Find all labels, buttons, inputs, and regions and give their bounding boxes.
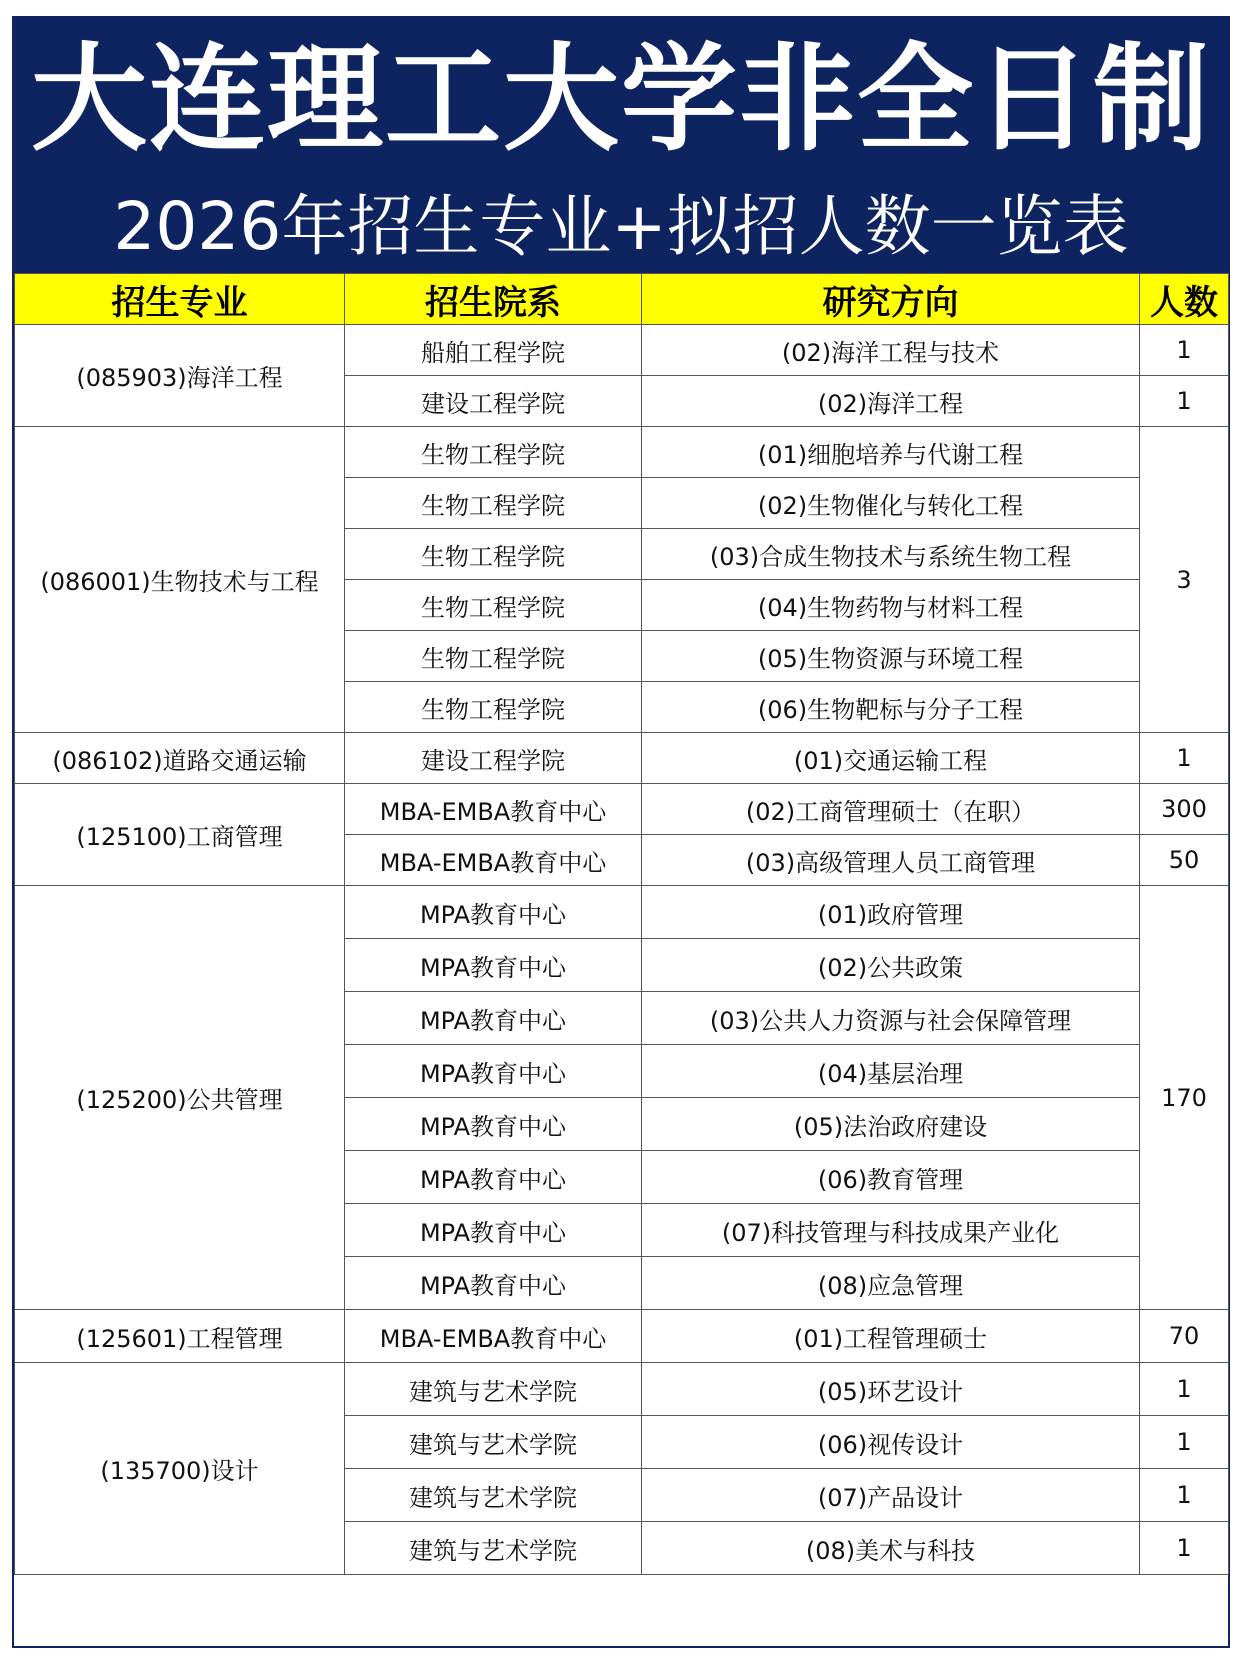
cell-count: 1	[1140, 376, 1229, 427]
cell-department: 建设工程学院	[345, 376, 642, 427]
cell-direction: (07)产品设计	[642, 1469, 1140, 1522]
cell-department: MPA教育中心	[345, 1204, 642, 1257]
table-row	[15, 1363, 1229, 1416]
cell-department: 建筑与艺术学院	[345, 1363, 642, 1416]
cell-department: 建设工程学院	[345, 733, 642, 784]
table-row	[15, 427, 1229, 478]
table-row	[15, 325, 1229, 376]
cell-direction: (06)视传设计	[642, 1416, 1140, 1469]
cell-direction: (02)公共政策	[642, 939, 1140, 992]
table-header-row	[15, 274, 1229, 325]
cell-count: 50	[1140, 835, 1229, 886]
cell-department: MPA教育中心	[345, 939, 642, 992]
cell-major: (086102)道路交通运输	[15, 733, 345, 784]
cell-department: 建筑与艺术学院	[345, 1416, 642, 1469]
cell-direction: (08)应急管理	[642, 1257, 1140, 1310]
table-row	[15, 886, 1229, 939]
table-row	[15, 733, 1229, 784]
cell-department: MPA教育中心	[345, 1098, 642, 1151]
cell-direction: (04)基层治理	[642, 1045, 1140, 1098]
cell-count: 1	[1140, 325, 1229, 376]
cell-department: 生物工程学院	[345, 682, 642, 733]
banner	[14, 18, 1228, 273]
cell-direction: (03)公共人力资源与社会保障管理	[642, 992, 1140, 1045]
cell-direction: (02)海洋工程	[642, 376, 1140, 427]
cell-department: MPA教育中心	[345, 1045, 642, 1098]
table-row	[15, 1310, 1229, 1363]
header-direction: 研究方向	[642, 274, 1140, 325]
cell-direction: (02)海洋工程与技术	[642, 325, 1140, 376]
cell-count: 300	[1140, 784, 1229, 835]
cell-major: (086001)生物技术与工程	[15, 427, 345, 733]
cell-count: 1	[1140, 1522, 1229, 1575]
cell-department: MPA教育中心	[345, 1257, 642, 1310]
cell-direction: (01)交通运输工程	[642, 733, 1140, 784]
cell-direction: (01)细胞培养与代谢工程	[642, 427, 1140, 478]
cell-direction: (05)生物资源与环境工程	[642, 631, 1140, 682]
cell-direction: (05)法治政府建设	[642, 1098, 1140, 1151]
page-title: 大连理工大学非全日制	[31, 32, 1211, 167]
cell-direction: (04)生物药物与材料工程	[642, 580, 1140, 631]
cell-count: 1	[1140, 1469, 1229, 1522]
cell-direction: (01)工程管理硕士	[642, 1310, 1140, 1363]
cell-direction: (07)科技管理与科技成果产业化	[642, 1204, 1140, 1257]
cell-department: MPA教育中心	[345, 1151, 642, 1204]
cell-department: 建筑与艺术学院	[345, 1522, 642, 1575]
cell-department: MPA教育中心	[345, 886, 642, 939]
cell-count: 70	[1140, 1310, 1229, 1363]
header-count: 人数	[1140, 274, 1229, 325]
header-department: 招生院系	[345, 274, 642, 325]
cell-department: 生物工程学院	[345, 580, 642, 631]
cell-major: (125100)工商管理	[15, 784, 345, 886]
page-subtitle: 2026年招生专业+拟招人数一览表	[113, 188, 1129, 265]
cell-major: (135700)设计	[15, 1363, 345, 1575]
cell-count: 1	[1140, 733, 1229, 784]
cell-department: 生物工程学院	[345, 631, 642, 682]
cell-major: (085903)海洋工程	[15, 325, 345, 427]
cell-department: 生物工程学院	[345, 427, 642, 478]
cell-department: 生物工程学院	[345, 529, 642, 580]
cell-direction: (08)美术与科技	[642, 1522, 1140, 1575]
cell-direction: (02)工商管理硕士（在职）	[642, 784, 1140, 835]
cell-direction: (03)合成生物技术与系统生物工程	[642, 529, 1140, 580]
table-row	[15, 784, 1229, 835]
cell-department: MPA教育中心	[345, 992, 642, 1045]
cell-direction: (01)政府管理	[642, 886, 1140, 939]
cell-department: 建筑与艺术学院	[345, 1469, 642, 1522]
cell-major: (125601)工程管理	[15, 1310, 345, 1363]
enrollment-table	[14, 273, 1229, 1575]
cell-direction: (03)高级管理人员工商管理	[642, 835, 1140, 886]
cell-count: 3	[1140, 427, 1229, 733]
cell-major: (125200)公共管理	[15, 886, 345, 1310]
cell-department: MBA-EMBA教育中心	[345, 784, 642, 835]
cell-direction: (02)生物催化与转化工程	[642, 478, 1140, 529]
cell-count: 1	[1140, 1363, 1229, 1416]
header-major: 招生专业	[15, 274, 345, 325]
cell-department: 船舶工程学院	[345, 325, 642, 376]
cell-direction: (06)生物靶标与分子工程	[642, 682, 1140, 733]
cell-count: 1	[1140, 1416, 1229, 1469]
cell-department: 生物工程学院	[345, 478, 642, 529]
cell-count: 170	[1140, 886, 1229, 1310]
cell-department: MBA-EMBA教育中心	[345, 835, 642, 886]
cell-direction: (06)教育管理	[642, 1151, 1140, 1204]
cell-direction: (05)环艺设计	[642, 1363, 1140, 1416]
page-frame	[12, 16, 1230, 1648]
cell-department: MBA-EMBA教育中心	[345, 1310, 642, 1363]
table-body	[15, 325, 1229, 1575]
